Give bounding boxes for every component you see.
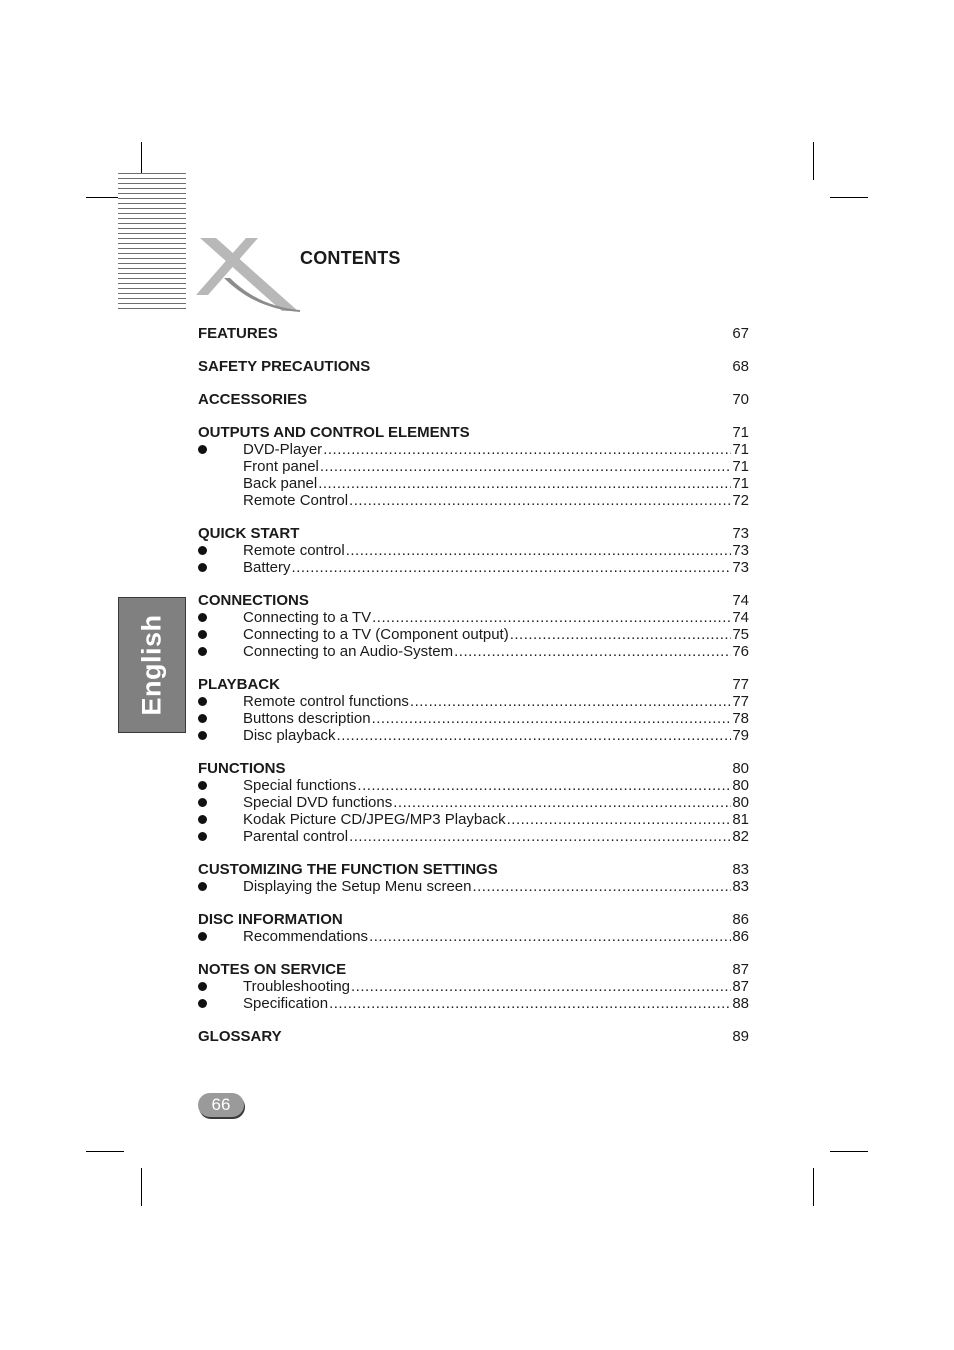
toc-entry-label: Special functions <box>243 777 357 794</box>
crop-mark <box>141 1168 142 1206</box>
toc-entry-page: 76 <box>732 643 749 660</box>
toc-section <box>198 961 749 1012</box>
toc-section <box>198 391 749 408</box>
toc-section-heading[interactable] <box>198 911 749 928</box>
toc-entry[interactable] <box>198 441 749 458</box>
dot-leader <box>337 727 732 744</box>
dot-leader <box>372 710 732 727</box>
toc-section-page: 74 <box>732 592 749 609</box>
toc-entry-page: 88 <box>732 995 749 1012</box>
dot-leader <box>349 828 731 845</box>
dot-leader <box>410 693 731 710</box>
toc-entry-label: Specification <box>243 995 329 1012</box>
dot-leader <box>318 475 731 492</box>
toc-section-page: 86 <box>732 911 749 928</box>
toc-entry-page: 77 <box>732 693 749 710</box>
bullet-icon <box>198 832 207 841</box>
toc-section-title: CUSTOMIZING THE FUNCTION SETTINGS <box>198 861 498 878</box>
bullet-icon <box>198 714 207 723</box>
toc-section-heading[interactable] <box>198 358 749 375</box>
toc-section-title: GLOSSARY <box>198 1028 282 1045</box>
toc-entry-label: Remote control functions <box>243 693 409 710</box>
page-number-badge: 66 <box>198 1093 244 1117</box>
toc-entry-page: 82 <box>732 828 749 845</box>
toc-entry[interactable] <box>198 811 749 828</box>
toc-section-heading[interactable] <box>198 525 749 542</box>
dot-leader <box>369 928 731 945</box>
dot-leader <box>510 626 732 643</box>
toc-entry-page: 86 <box>732 928 749 945</box>
toc-entry-page: 71 <box>732 475 749 492</box>
toc-section-title: PLAYBACK <box>198 676 280 693</box>
dot-leader <box>454 643 731 660</box>
bullet-icon <box>198 731 207 740</box>
toc-section-page: 87 <box>732 961 749 978</box>
toc-entry-page: 80 <box>732 777 749 794</box>
toc-section <box>198 358 749 375</box>
table-of-contents <box>198 325 749 1061</box>
decorative-stripes <box>118 173 186 311</box>
dot-leader <box>349 492 731 509</box>
bullet-icon <box>198 546 207 555</box>
toc-section-page: 83 <box>732 861 749 878</box>
toc-section-title: DISC INFORMATION <box>198 911 343 928</box>
toc-section-heading[interactable] <box>198 391 749 408</box>
toc-entry-label: Special DVD functions <box>243 794 393 811</box>
toc-entry-page: 71 <box>732 441 749 458</box>
bullet-icon <box>198 445 207 454</box>
dot-leader <box>346 542 732 559</box>
toc-section <box>198 1028 749 1045</box>
toc-section <box>198 676 749 744</box>
toc-entry-page: 73 <box>732 559 749 576</box>
toc-entry-page: 72 <box>732 492 749 509</box>
x-logo-icon <box>194 238 304 316</box>
toc-entry-label: Recommendations <box>243 928 369 945</box>
page-title: CONTENTS <box>300 248 401 268</box>
toc-section-heading[interactable] <box>198 592 749 609</box>
toc-section <box>198 760 749 845</box>
toc-entry-label: Disc playback <box>243 727 336 744</box>
toc-section-title: CONNECTIONS <box>198 592 309 609</box>
toc-entry[interactable] <box>198 492 749 509</box>
toc-entry[interactable] <box>198 794 749 811</box>
toc-entry[interactable] <box>198 928 749 945</box>
bullet-icon <box>198 563 207 572</box>
crop-mark <box>830 197 868 198</box>
bullet-icon <box>198 647 207 656</box>
bullet-icon <box>198 798 207 807</box>
toc-entry-page: 71 <box>732 458 749 475</box>
dot-leader <box>357 777 731 794</box>
toc-entry[interactable] <box>198 878 749 895</box>
toc-entry[interactable] <box>198 710 749 727</box>
bullet-icon <box>198 697 207 706</box>
toc-entry-label: Displaying the Setup Menu screen <box>243 878 472 895</box>
dot-leader <box>393 794 731 811</box>
toc-section-title: FUNCTIONS <box>198 760 286 777</box>
toc-entry-label: Troubleshooting <box>243 978 351 995</box>
toc-entry[interactable] <box>198 626 749 643</box>
bullet-icon <box>198 999 207 1008</box>
toc-entry-label: Connecting to a TV <box>243 609 372 626</box>
toc-entry[interactable] <box>198 542 749 559</box>
toc-section-heading[interactable] <box>198 676 749 693</box>
dot-leader <box>320 458 731 475</box>
toc-entry-label: Connecting to a TV (Component output) <box>243 626 509 643</box>
crop-mark <box>813 142 814 180</box>
toc-section-page: 68 <box>732 358 749 375</box>
bullet-icon <box>198 982 207 991</box>
crop-mark <box>813 1168 814 1206</box>
toc-entry[interactable] <box>198 995 749 1012</box>
toc-entry[interactable] <box>198 828 749 845</box>
toc-section <box>198 592 749 660</box>
toc-section-heading[interactable] <box>198 861 749 878</box>
toc-entry-label: Battery <box>243 559 291 576</box>
toc-section-title: ACCESSORIES <box>198 391 308 408</box>
toc-section-title: OUTPUTS AND CONTROL ELEMENTS <box>198 424 470 441</box>
crop-mark <box>86 1151 124 1152</box>
toc-entry-page: 80 <box>732 794 749 811</box>
dot-leader <box>372 609 731 626</box>
toc-entry-page: 81 <box>732 811 749 828</box>
toc-entry[interactable] <box>198 777 749 794</box>
toc-section-heading[interactable] <box>198 325 749 342</box>
toc-entry-page: 87 <box>732 978 749 995</box>
toc-section-heading[interactable] <box>198 1028 749 1045</box>
toc-section-page: 89 <box>732 1028 749 1045</box>
toc-section-heading[interactable] <box>198 760 749 777</box>
language-tab-label: English <box>136 614 167 716</box>
bullet-icon <box>198 815 207 824</box>
bullet-icon <box>198 630 207 639</box>
toc-entry-label: Front panel <box>243 458 319 475</box>
toc-entry[interactable] <box>198 475 749 492</box>
bullet-icon <box>198 882 207 891</box>
toc-entry-page: 73 <box>732 542 749 559</box>
toc-entry-page: 74 <box>732 609 749 626</box>
toc-entry-label: Kodak Picture CD/JPEG/MP3 Playback <box>243 811 506 828</box>
toc-section-page: 77 <box>732 676 749 693</box>
toc-entry-label: Connecting to an Audio-System <box>243 643 454 660</box>
language-tab <box>118 597 186 733</box>
toc-entry[interactable] <box>198 609 749 626</box>
toc-section-heading[interactable] <box>198 961 749 978</box>
toc-entry[interactable] <box>198 559 749 576</box>
dot-leader <box>329 995 731 1012</box>
toc-entry-label: Parental control <box>243 828 349 845</box>
toc-entry[interactable] <box>198 978 749 995</box>
bullet-icon <box>198 781 207 790</box>
dot-leader <box>323 441 731 458</box>
toc-entry-label: Remote Control <box>243 492 349 509</box>
toc-entry-label: DVD-Player <box>243 441 323 458</box>
bullet-icon <box>198 932 207 941</box>
toc-entry-page: 83 <box>732 878 749 895</box>
toc-section <box>198 861 749 895</box>
toc-entry-label: Buttons description <box>243 710 371 727</box>
crop-mark <box>830 1151 868 1152</box>
toc-entry[interactable] <box>198 693 749 710</box>
toc-section <box>198 325 749 342</box>
toc-entry[interactable] <box>198 643 749 660</box>
toc-section-page: 67 <box>732 325 749 342</box>
toc-section <box>198 424 749 509</box>
toc-section-page: 80 <box>732 760 749 777</box>
toc-section-title: SAFETY PRECAUTIONS <box>198 358 371 375</box>
bullet-icon <box>198 613 207 622</box>
toc-entry-page: 79 <box>732 727 749 744</box>
toc-section-title: QUICK START <box>198 525 300 542</box>
toc-section-heading[interactable] <box>198 424 749 441</box>
dot-leader <box>292 559 732 576</box>
dot-leader <box>351 978 731 995</box>
dot-leader <box>507 811 732 828</box>
toc-entry[interactable] <box>198 727 749 744</box>
toc-section-title: NOTES ON SERVICE <box>198 961 347 978</box>
toc-entry-label: Remote control <box>243 542 345 559</box>
toc-section-page: 71 <box>732 424 749 441</box>
toc-entry[interactable] <box>198 458 749 475</box>
toc-section <box>198 525 749 576</box>
dot-leader <box>472 878 731 895</box>
toc-entry-page: 75 <box>732 626 749 643</box>
toc-section <box>198 911 749 945</box>
toc-entry-page: 78 <box>732 710 749 727</box>
toc-entry-label: Back panel <box>243 475 318 492</box>
toc-section-title: FEATURES <box>198 325 278 342</box>
toc-section-page: 73 <box>732 525 749 542</box>
toc-section-page: 70 <box>732 391 749 408</box>
